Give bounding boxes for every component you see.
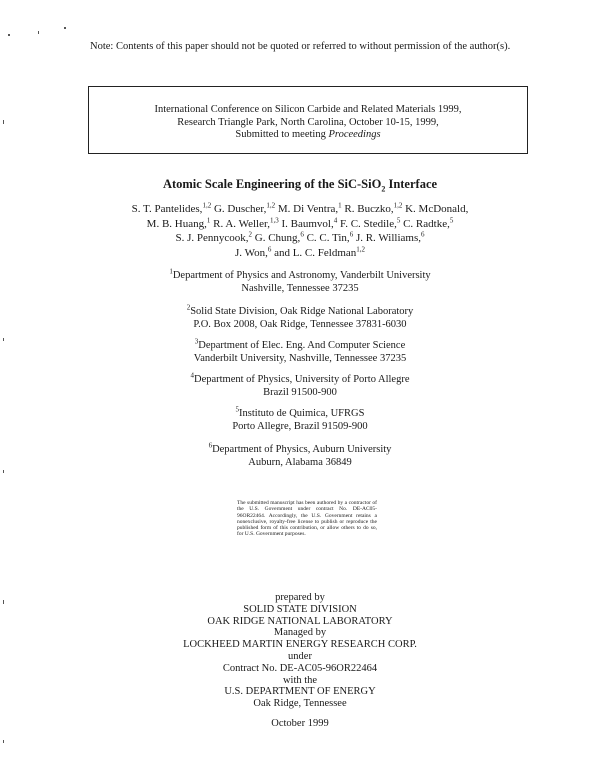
scan-mark xyxy=(3,338,4,341)
paper-title: Atomic Scale Engineering of the SiC-SiO$_2$ Interface xyxy=(162,177,438,194)
publication-date: October 1999 xyxy=(271,718,329,729)
scan-mark xyxy=(64,27,66,29)
affiliation-4: $^4$Department of Physics, University of Porto Allegre Brazil 91500-900 xyxy=(190,371,410,398)
affiliation-6: $^6$Department of Physics, Auburn University Auburn, Alabama 36849 xyxy=(208,441,392,468)
scan-mark xyxy=(3,740,4,743)
scan-mark xyxy=(3,600,4,604)
conference-line-3: Submitted to meeting Proceedings xyxy=(235,129,381,140)
conference-box xyxy=(88,86,528,154)
affiliation-3: $^3$Department of Elec. Eng. And Computer Science Vanderbilt University, Nashville, Tennessee 37235 xyxy=(193,337,407,364)
permission-note: Note: Contents of this paper should not be quoted or referred to without permission of the author(s). xyxy=(90,41,511,52)
scan-mark xyxy=(38,31,39,34)
government-license-statement: The submitted manuscript has been authored by a contractor of the U.S. Government under contract No. DE-AC05-96OR22464. Accordingly, the U.S. Government retains a nonexclusive, royalty-free license to publish or reproduce the published form of this contribution, or allow others to do so, for U.S. Government purposes. xyxy=(237,500,377,538)
conference-line-2: Research Triangle Park, North Carolina, October 10-15, 1999, xyxy=(177,116,439,128)
author-list: S. T. Pantelides,$^{1,2}$ G. Duscher,$^{1,2}$ M. Di Ventra,$^1$ R. Buczko,$^{1,2}$ K. McDonald, M. B. Huang,$^1$ R. A. Weller,$^{1,3}$ I. Baumvol,$^4$ F. C. Stedile,$^5$ C. Radtke,$^5$ S. J. Pennycook,$^2$ G. Chung,$^6$ C. C. Tin,$^6$ J. R. Williams,$^6$ J. Won,$^6$ and L. C. Feldman$^{1,2}$ xyxy=(131,201,469,259)
affiliation-1: $^1$Department of Physics and Astronomy, Vanderbilt University Nashville, Tennessee 37235 xyxy=(169,267,431,294)
scan-mark xyxy=(3,120,4,124)
prepared-by-block: prepared by SOLID STATE DIVISION OAK RIDGE NATIONAL LABORATORY Managed by LOCKHEED MARTIN ENERGY RESEARCH CORP. under Contract No. DE-AC05-96OR22464 with the U.S. DEPARTMENT OF ENERGY Oak Ridge, Tennessee xyxy=(183,592,417,710)
scan-mark xyxy=(8,34,10,36)
affiliation-5: $^5$Instituto de Quimica, UFRGS Porto Allegre, Brazil 91509-900 xyxy=(232,405,368,432)
proceedings-italic: Proceedings xyxy=(328,129,381,140)
affiliation-2: $^2$Solid State Division, Oak Ridge National Laboratory P.O. Box 2008, Oak Ridge, Tennessee 37831-6030 xyxy=(186,303,414,330)
scan-mark xyxy=(3,470,4,473)
conference-line-1: International Conference on Silicon Carbide and Related Materials 1999, xyxy=(154,104,462,115)
